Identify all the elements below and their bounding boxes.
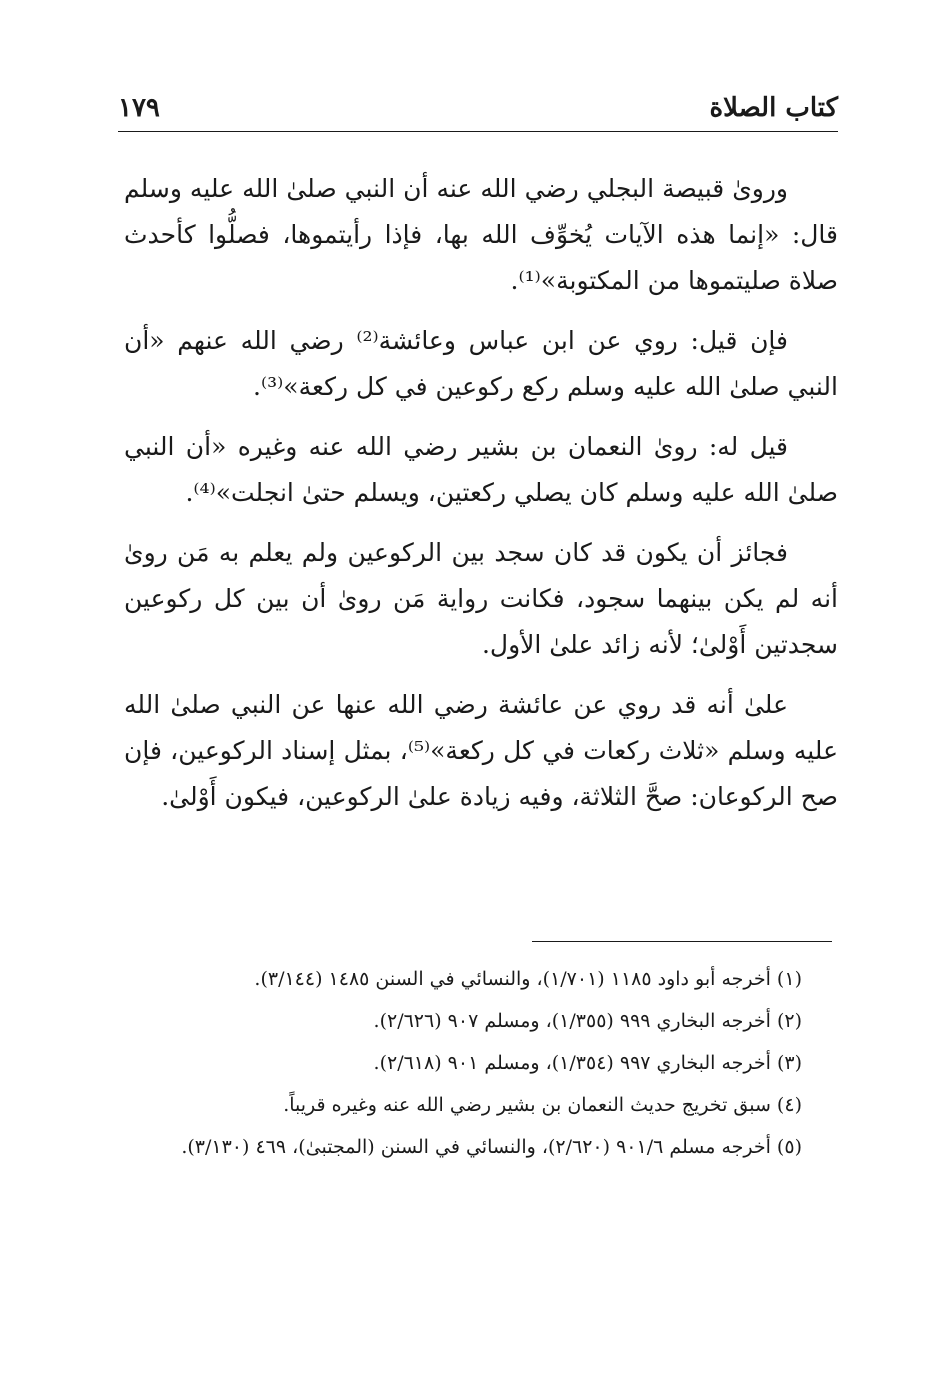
paragraph-3: قيل له: روىٰ النعمان بن بشير رضي الله عنه وغيره «أن النبي صلىٰ الله عليه وسلم كان يصلي ركعتين، ويسلم حتىٰ انجلت»⁽⁴⁾. xyxy=(124,432,838,507)
header-rule xyxy=(118,131,838,132)
footnote-5: (٥) أخرجه مسلم ٩٠١/٦ (٢/٦٢٠)، والنسائي في السنن (المجتبىٰ)، ٤٦٩ (٣/١٣٠). xyxy=(181,1136,802,1158)
footnote-4: (٤) سبق تخريج حديث النعمان بن بشير رضي الله عنه وغيره قريباً. xyxy=(283,1094,802,1116)
footnote-2: (٢) أخرجه البخاري ٩٩٩ (١/٣٥٥)، ومسلم ٩٠٧ (٢/٦٢٦). xyxy=(373,1010,802,1032)
running-title: كتاب الصلاة xyxy=(709,93,838,123)
paragraph-4: فجائز أن يكون قد كان سجد بين الركوعين ولم يعلم به مَن روىٰ أنه لم يكن بينهما سجود، فكانت رواية مَن روىٰ أن بين كل ركوعين سجدتين أَوْلىٰ؛ لأنه زائد علىٰ الأول. xyxy=(124,538,838,659)
paragraph-1: وروىٰ قبيصة البجلي رضي الله عنه أن النبي صلىٰ الله عليه وسلم قال: «إنما هذه الآيات يُخوِّف الله بها، فإذا رأيتموها، فصلُّوا كأحدث صلاة صليتموها من المكتوبة»⁽¹⁾. xyxy=(124,174,838,295)
footnote-separator xyxy=(532,941,832,942)
page-number: ١٧٩ xyxy=(118,93,160,123)
paragraph-2: فإن قيل: روي عن ابن عباس وعائشة⁽²⁾ رضي الله عنهم «أن النبي صلىٰ الله عليه وسلم ركع ركوعين في كل ركعة»⁽³⁾. xyxy=(124,326,838,401)
main-text xyxy=(124,166,838,834)
footnote-3: (٣) أخرجه البخاري ٩٩٧ (١/٣٥٤)، ومسلم ٩٠١ (٢/٦١٨). xyxy=(373,1052,802,1074)
footnotes xyxy=(124,958,838,1168)
paragraph-5: علىٰ أنه قد روي عن عائشة رضي الله عنها عن النبي صلىٰ الله عليه وسلم «ثلاث ركعات في كل ركعة»⁽⁵⁾، بمثل إسناد الركوعين، فإن صح الركوعان: صحَّ الثلاثة، وفيه زيادة علىٰ الركوعين، فيكون أَوْلىٰ. xyxy=(124,690,838,811)
running-header xyxy=(118,88,838,132)
footnote-1: (١) أخرجه أبو داود ١١٨٥ (١/٧٠١)، والنسائي في السنن ١٤٨٥ (٣/١٤٤). xyxy=(254,968,802,990)
